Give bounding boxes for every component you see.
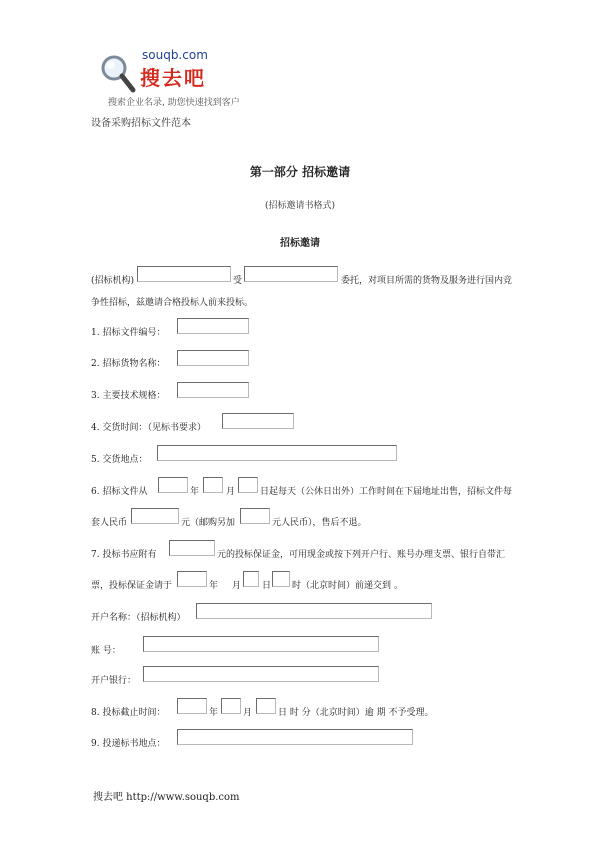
logo-url: souqb.com <box>142 48 208 62</box>
bank-field[interactable] <box>143 666 379 682</box>
tender-number-field[interactable] <box>177 318 249 334</box>
bid-bond-field[interactable] <box>169 540 215 556</box>
deadline-year-field[interactable] <box>177 698 207 714</box>
delivery-place-field[interactable] <box>157 445 397 461</box>
intro-shou: 受 <box>233 276 243 286</box>
sale-month-field[interactable] <box>203 477 223 493</box>
document-price-field[interactable] <box>131 508 179 524</box>
section-title: 招标邀请 <box>280 238 320 249</box>
item-7-tail: 时（北京时间）前递交到 。 <box>292 581 403 591</box>
goods-name-field[interactable] <box>177 350 249 366</box>
item-6-label: 6. 招标文件从 <box>91 487 148 497</box>
intro-line1: 委托，对项目所需的货物及服务进行国内竞 <box>341 276 513 286</box>
item-6-price-label: 套人民币 <box>91 518 128 528</box>
item-6-text: 日起每天（公休日出外）工作时间在下届地址出售，招标文件每 <box>260 487 513 497</box>
item-3-label: 3. 主要技术规格： <box>91 391 166 401</box>
item-8-year: 年 <box>209 708 219 718</box>
part-heading: 第一部分 招标邀请 <box>249 165 351 179</box>
account-name-field[interactable] <box>196 603 432 619</box>
item-9-label: 9. 投递标书地点： <box>91 739 166 749</box>
footer: 搜去吧 http://www.souqb.com <box>93 792 240 803</box>
magnifier-icon <box>100 54 136 94</box>
postage-field[interactable] <box>240 508 270 524</box>
item-6-tail: 元人民币），售后不退。 <box>272 518 367 528</box>
item-8-text: 日 时 分（北京时间）逾 期 不予受理。 <box>278 708 434 718</box>
item-5-label: 5. 交货地点： <box>91 455 148 465</box>
item-7-text: 元的投标保证金，可用现金或按下列开户行、账号办理支票、银行自带汇 <box>217 550 506 560</box>
item-6-month: 月 <box>226 487 236 497</box>
account-number-label: 账 号： <box>91 646 121 656</box>
part-subheading: (招标邀请书格式) <box>264 201 336 211</box>
item-8-month: 月 <box>243 708 253 718</box>
document-label: 设备采购招标文件范本 <box>91 118 191 129</box>
agency-field[interactable] <box>137 266 231 282</box>
intro-line2: 争性招标，兹邀请合格投标人前来投标。 <box>91 298 254 308</box>
item-7-label: 7. 投标书应附有 <box>91 550 157 560</box>
delivery-time-field[interactable] <box>222 413 294 429</box>
account-name-label: 开户名称：（招标机构） <box>91 613 186 623</box>
account-number-field[interactable] <box>143 636 379 652</box>
deadline-day-field[interactable] <box>256 698 276 714</box>
item-6-year: 年 <box>190 487 200 497</box>
item-6-postage-label: 元（邮购另加 <box>181 518 236 528</box>
item-7-year: 年 <box>209 581 219 591</box>
sale-day-field[interactable] <box>238 477 258 493</box>
logo-name: 搜去吧 <box>140 66 206 90</box>
bond-year-field[interactable] <box>177 571 207 587</box>
logo-tagline: 搜索企业名录, 助您快速找到客户 <box>108 98 240 108</box>
tech-spec-field[interactable] <box>177 382 249 398</box>
item-1-label: 1. 招标文件编号： <box>91 328 166 338</box>
logo <box>100 48 300 102</box>
item-2-label: 2. 招标货物名称： <box>91 359 166 369</box>
bond-hour-field[interactable] <box>272 571 290 587</box>
client-field[interactable] <box>244 266 338 282</box>
item-8-label: 8. 投标截止时间： <box>91 708 166 718</box>
bond-day-field[interactable] <box>243 571 259 587</box>
deadline-month-field[interactable] <box>221 698 241 714</box>
bank-label: 开户银行： <box>91 676 137 686</box>
sale-year-field[interactable] <box>158 477 188 493</box>
intro-agency-label: (招标机构) <box>91 276 135 286</box>
item-4-label: 4. 交货时间：（见标书要求） <box>91 423 206 433</box>
item-7-deadline-label: 票，投标保证金请于 <box>91 581 173 591</box>
submission-place-field[interactable] <box>177 729 413 745</box>
item-7-day: 日 <box>262 581 272 591</box>
item-7-month: 月 <box>232 581 242 591</box>
